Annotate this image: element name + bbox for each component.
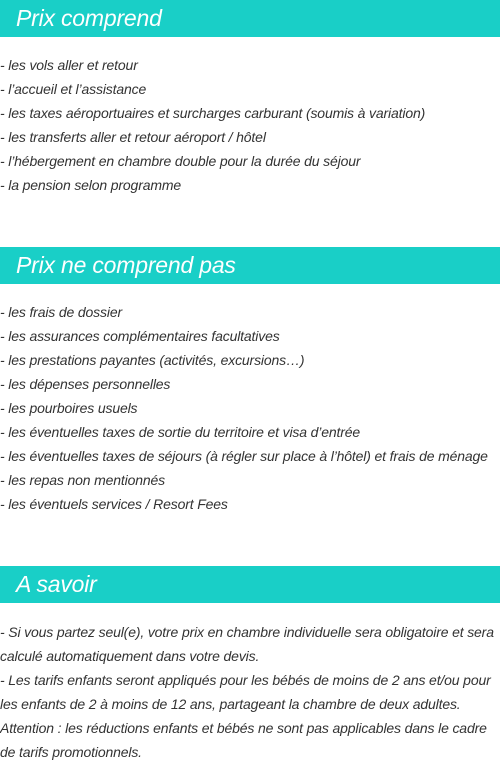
- list-item: - les frais de dossier: [0, 304, 122, 320]
- list-item: - les éventuels services / Resort Fees: [0, 496, 228, 512]
- list-item: - les prestations payantes (activités, excursions…): [0, 352, 305, 368]
- list-item: - les dépenses personnelles: [0, 376, 171, 392]
- a-savoir-text: [0, 620, 500, 764]
- section-header-prix-ne-comprend-pas: Prix ne comprend pas: [0, 247, 500, 284]
- list-item: - les transferts aller et retour aéroport / hôtel: [0, 129, 266, 145]
- list-item: - les vols aller et retour: [0, 57, 138, 73]
- paragraph: - Si vous partez seul(e), votre prix en chambre individuelle sera obligatoire et sera calculé automatiquement dans votre devis.: [0, 624, 494, 664]
- list-item: - les assurances complémentaires facultatives: [0, 328, 280, 344]
- list-item: - les taxes aéroportuaires et surcharges carburant (soumis à variation): [0, 105, 426, 121]
- paragraph: Attention : les réductions enfants et bébés ne sont pas applicables dans le cadre de tarifs promotionnels.: [0, 720, 487, 760]
- included-list: [0, 53, 500, 197]
- paragraph: - Les tarifs enfants seront appliqués pour les bébés de moins de 2 ans et/ou pour les enfants de 2 à moins de 12 ans, partageant la chambre de deux adultes.: [0, 672, 491, 712]
- list-item: - la pension selon programme: [0, 177, 182, 193]
- list-item: - les repas non mentionnés: [0, 472, 165, 488]
- list-item: - les éventuelles taxes de séjours (à régler sur place à l’hôtel) et frais de ménage: [0, 448, 488, 464]
- section-header-a-savoir: A savoir: [0, 566, 500, 603]
- not-included-list: [0, 300, 500, 516]
- list-item: - l’hébergement en chambre double pour la durée du séjour: [0, 153, 361, 169]
- list-item: - les éventuelles taxes de sortie du territoire et visa d’entrée: [0, 424, 361, 440]
- list-item: - l’accueil et l’assistance: [0, 81, 147, 97]
- list-item: - les pourboires usuels: [0, 400, 138, 416]
- section-header-prix-comprend: Prix comprend: [0, 0, 500, 37]
